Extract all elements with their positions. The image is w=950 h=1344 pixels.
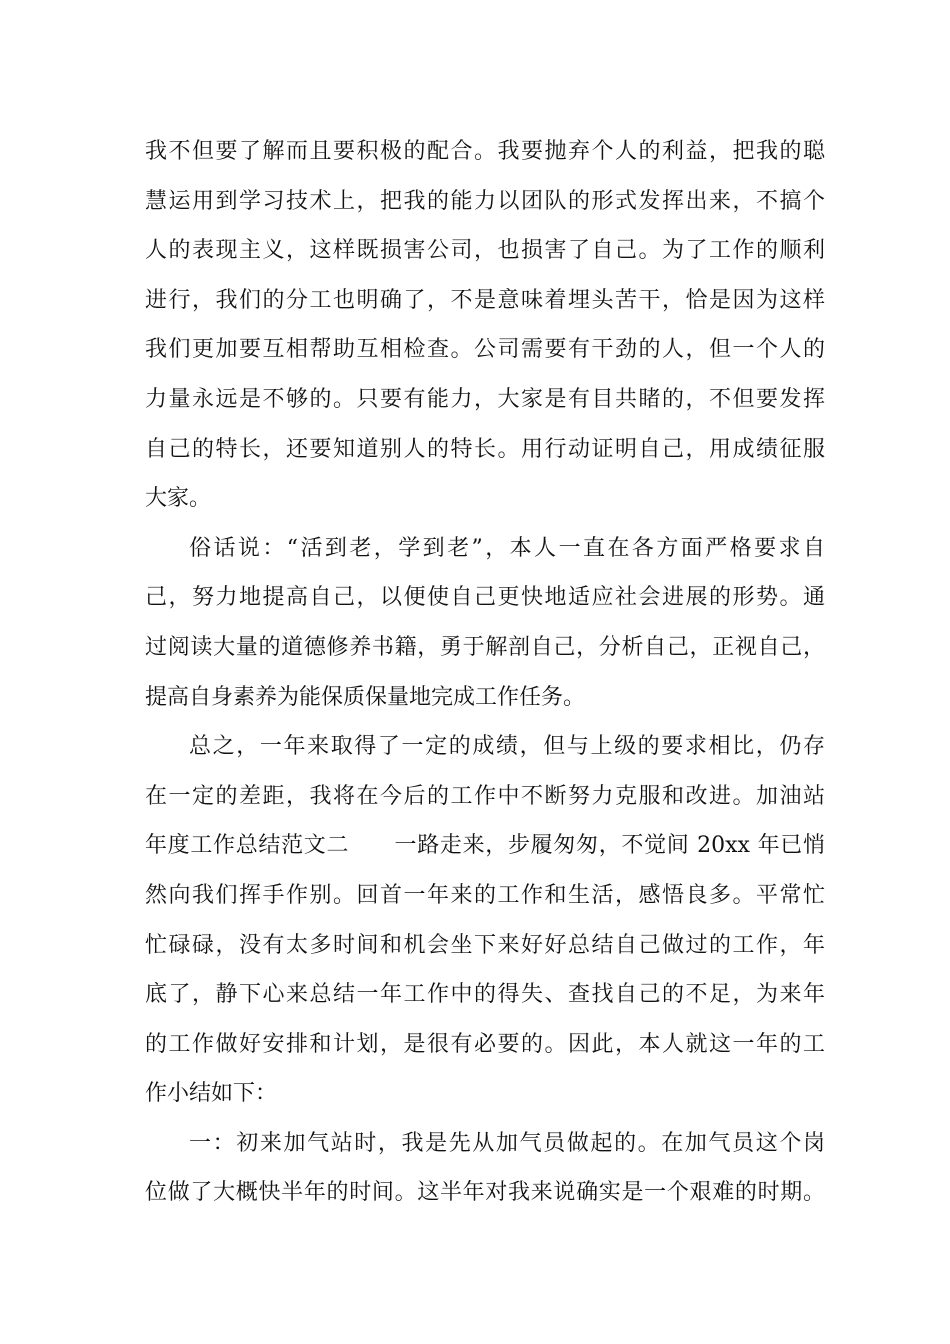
- text-line: 过阅读大量的道德修养书籍，勇于解剖自己，分析自己，正视自己，: [145, 634, 825, 660]
- text-line: 人的表现主义，这样既损害公司，也损害了自己。为了工作的顺利: [145, 238, 825, 264]
- text-line: 位做了大概快半年的时间。这半年对我来说确实是一个艰难的时期。: [145, 1180, 825, 1206]
- text-line: 提高自身素养为能保质保量地完成工作任务。: [145, 684, 586, 710]
- text-line: 我不但要了解而且要积极的配合。我要抛弃个人的利益，把我的聪: [145, 139, 825, 164]
- text-line: 然向我们挥手作别。回首一年来的工作和生活，感悟良多。平常忙: [145, 882, 825, 908]
- text-line: 底了，静下心来总结一年工作中的得失、查找自己的不足，为来年: [145, 982, 825, 1008]
- text-line: 力量永远是不够的。只要有能力，大家是有目共睹的，不但要发挥: [145, 386, 825, 412]
- text-line: 在一定的差距，我将在今后的工作中不断努力克服和改进。加油站: [145, 783, 825, 809]
- document-body: [145, 127, 825, 1218]
- text-line: 一：初来加气站时，我是先从加气员做起的。在加气员这个岗: [189, 1130, 825, 1156]
- text-line: 己，努力地提高自己，以便使自己更快地适应社会进展的形势。通: [145, 585, 825, 611]
- text-line: 总之，一年来取得了一定的成绩，但与上级的要求相比，仍存: [189, 734, 825, 760]
- text-line: 的工作做好安排和计划，是很有必要的。因此，本人就这一年的工: [145, 1031, 825, 1057]
- text-line: 自己的特长，还要知道别人的特长。用行动证明自己，用成绩征服: [145, 436, 825, 462]
- text-line: 进行，我们的分工也明确了，不是意味着埋头苦干，恰是因为这样: [145, 287, 825, 313]
- text-line: 慧运用到学习技术上，把我的能力以团队的形式发挥出来，不搞个: [145, 188, 825, 214]
- text-line: 我们更加要互相帮助互相检查。公司需要有干劲的人，但一个人的: [145, 337, 825, 363]
- text-line: 忙碌碌，没有太多时间和机会坐下来好好总结自己做过的工作，年: [145, 932, 825, 958]
- text-line: 俗话说：“活到老，学到老”，本人一直在各方面严格要求自: [189, 535, 825, 561]
- text-line: 作小结如下：: [145, 1081, 278, 1107]
- text-line: 大家。: [145, 486, 212, 512]
- text-line: 年度工作总结范文二 一路走来，步履匆匆，不觉间 20xx 年已悄: [145, 833, 825, 859]
